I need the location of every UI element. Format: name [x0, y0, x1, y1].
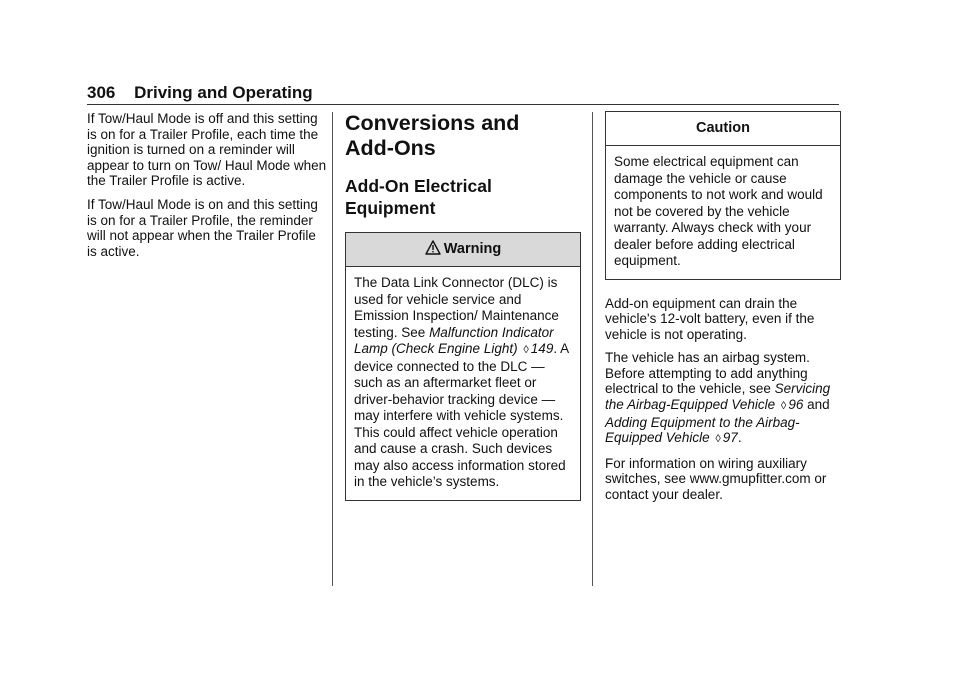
ref-page-96[interactable]: 96	[788, 397, 804, 413]
warning-box	[345, 232, 581, 501]
page-header	[87, 82, 839, 105]
ref-page-mil[interactable]: 149	[530, 341, 554, 356]
ref-page-97[interactable]: 97	[722, 430, 738, 446]
airbag-paragraph: The vehicle has an airbag system. Before attempting to add anything electrical to the vehicle, see Servicing the Airbag-Equipped Vehicle ◊ 96 and Adding Equipment to the Airbag-Equipped Vehicle ◊ 97.	[605, 350, 831, 446]
subsection-title: Add-On Electrical Equipment	[345, 176, 492, 218]
caution-box	[605, 111, 841, 280]
warning-triangle-icon	[425, 235, 441, 268]
warning-body: The Data Link Connector (DLC) is used for vehicle service and Emission Inspection/ Maintenance testing. See Malfunction Indicator Lamp (Check Engine Light) ◊ 149. A device connected to the DLC — such as an aftermarket fleet or driver-behavior tracking device — may interfere with vehicle systems. This could affect vehicle operation and cause a crash. Such devices may also access information stored in the vehicle’s systems.	[354, 275, 569, 489]
caution-body: Some electrical equipment can damage the vehicle or cause components to not work and would not be covered by the vehicle warranty. Always check with your dealer before adding electrical equipment.	[614, 154, 823, 268]
warning-title: Warning	[443, 241, 502, 257]
ref-link-servicing-airbag[interactable]: Servicing the Airbag-Equipped Vehicle	[605, 381, 831, 413]
page-reference-icon: ◊	[523, 344, 529, 356]
column-divider	[592, 112, 593, 586]
wiring-paragraph: For information on wiring auxiliary switches, see www.gmupfitter.com or contact your dealer.	[605, 455, 827, 503]
ref-link-mil[interactable]: Malfunction Indicator Lamp (Check Engine Light)	[354, 324, 554, 356]
page-number: 306	[87, 83, 116, 102]
column-middle	[345, 111, 581, 501]
column-divider	[332, 112, 333, 586]
page-reference-icon: ◊	[780, 400, 787, 413]
tow-haul-paragraph-1: If Tow/Haul Mode is off and this setting is on for a Trailer Profile, each time the ignition is turned on a reminder will appear to turn on Tow/ Haul Mode when the Trailer Profile is active.	[87, 111, 327, 189]
column-right	[605, 111, 841, 511]
ref-link-adding-equipment[interactable]: Adding Equipment to the Airbag-Equipped Vehicle	[605, 414, 800, 446]
warning-header	[346, 233, 580, 267]
addon-paragraph-1: Add-on equipment can drain the vehicle's 12-volt battery, even if the vehicle is not operating.	[605, 295, 815, 342]
chapter-title: Driving and Operating	[134, 83, 313, 102]
page-reference-icon: ◊	[715, 433, 721, 446]
section-title: Conversions and Add-Ons	[345, 111, 520, 160]
column-left	[87, 111, 327, 267]
tow-haul-paragraph-2: If Tow/Haul Mode is on and this setting is on for a Trailer Profile, the reminder will not appear when the Trailer Profile is active.	[87, 196, 318, 259]
caution-header: Caution	[606, 112, 840, 146]
